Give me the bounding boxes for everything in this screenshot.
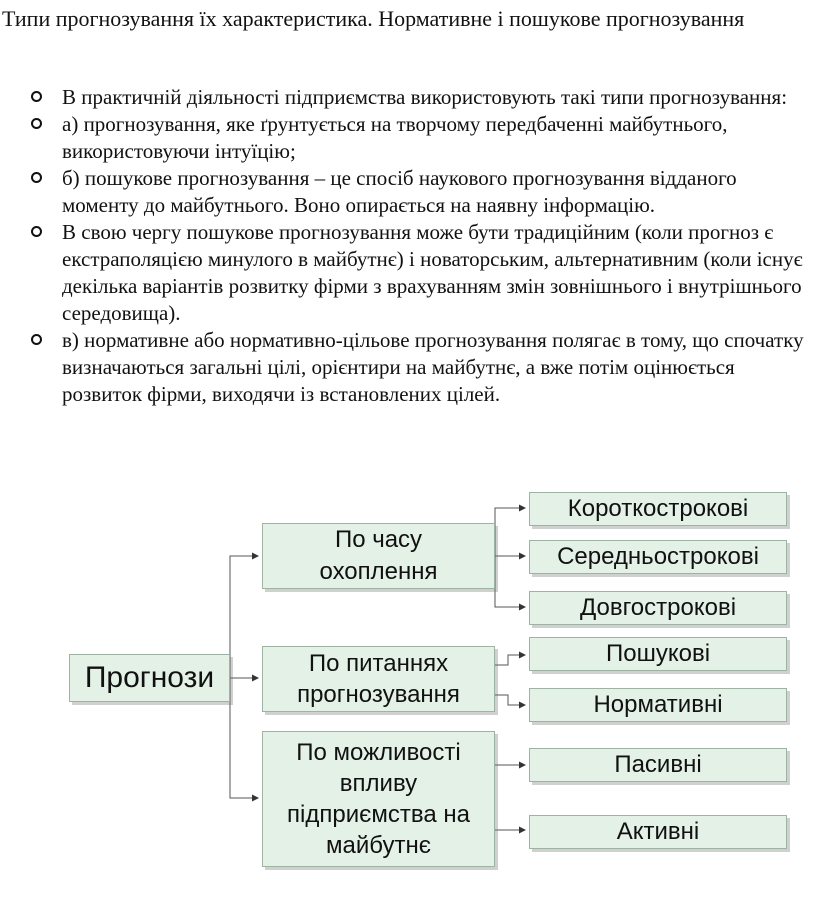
diagram-root-label: Прогнози: [84, 661, 215, 694]
connector-root-to-time: [230, 556, 258, 678]
list-item-text: В практичній діяльності підприємства використовують такі типи прогнозування:: [62, 85, 788, 109]
diagram-leaf-label: Пошукові: [605, 640, 711, 667]
diagram-group-influence: [262, 731, 495, 867]
diagram-leaf-long-term: [529, 591, 787, 625]
connector-questions-to-normative: [495, 695, 525, 705]
diagram-leaf-short-term: [529, 492, 787, 526]
diagram-root-box: [69, 654, 230, 702]
list-item-text: в) нормативне або нормативно-цільове прогнозування полягає в тому, що спочатку визначаються загальні цілі, орієнтири на майбутнє, а вже потім оцінюється розвиток фірми, виходячи із встановлених цілей.: [62, 328, 804, 406]
connector-root-to-influence: [230, 678, 258, 798]
connector-time-to-short: [495, 508, 525, 556]
diagram-leaf-label: Активні: [616, 818, 700, 845]
connector-time-to-long: [495, 556, 525, 607]
diagram-leaf-normative: [529, 688, 787, 722]
diagram-leaf-label: Пасивні: [614, 751, 702, 778]
diagram-group-time: [262, 523, 495, 589]
diagram-leaf-medium-term: [529, 540, 787, 574]
diagram-leaf-passive: [529, 748, 787, 782]
diagram-leaf-label: Нормативні: [593, 691, 723, 718]
list-item-text: б) пошукове прогнозування – це спосіб наукового прогнозування відданого моменту до майбутнього. Воно опирається на наявну інформацію.: [62, 166, 737, 217]
list-item-text: а) прогнозування, яке ґрунтується на творчому передбаченні майбутнього, використовуючи інтуїцію;: [62, 112, 728, 163]
page-title: Типи прогнозування їх характеристика. Нормативне і пошукове прогнозування: [2, 6, 745, 31]
diagram-leaf-active: [529, 815, 787, 849]
connector-questions-to-search: [495, 655, 525, 665]
diagram-leaf-search: [529, 637, 787, 671]
list-item-text: В свою чергу пошукове прогнозування може бути традиційним (коли прогноз є екстраполяцією минулого в майбутнє) і новаторським, альтернативним (коли існує декілька варіантів розвитку фірми з врахуванням змін зовнішнього і внутрішнього середовища).: [62, 220, 803, 325]
diagram-leaf-label: Довгострокові: [579, 594, 737, 621]
diagram-group-label: По питаннях прогнозування: [297, 650, 460, 708]
diagram-group-label: По часу охоплення: [319, 526, 438, 585]
diagram-group-questions: [262, 646, 495, 712]
diagram-leaf-label: Короткострокові: [567, 495, 749, 522]
diagram-group-label: По можливості впливу підприємства на майбутнє: [287, 739, 470, 859]
diagram-leaf-label: Середньострокові: [557, 543, 759, 570]
